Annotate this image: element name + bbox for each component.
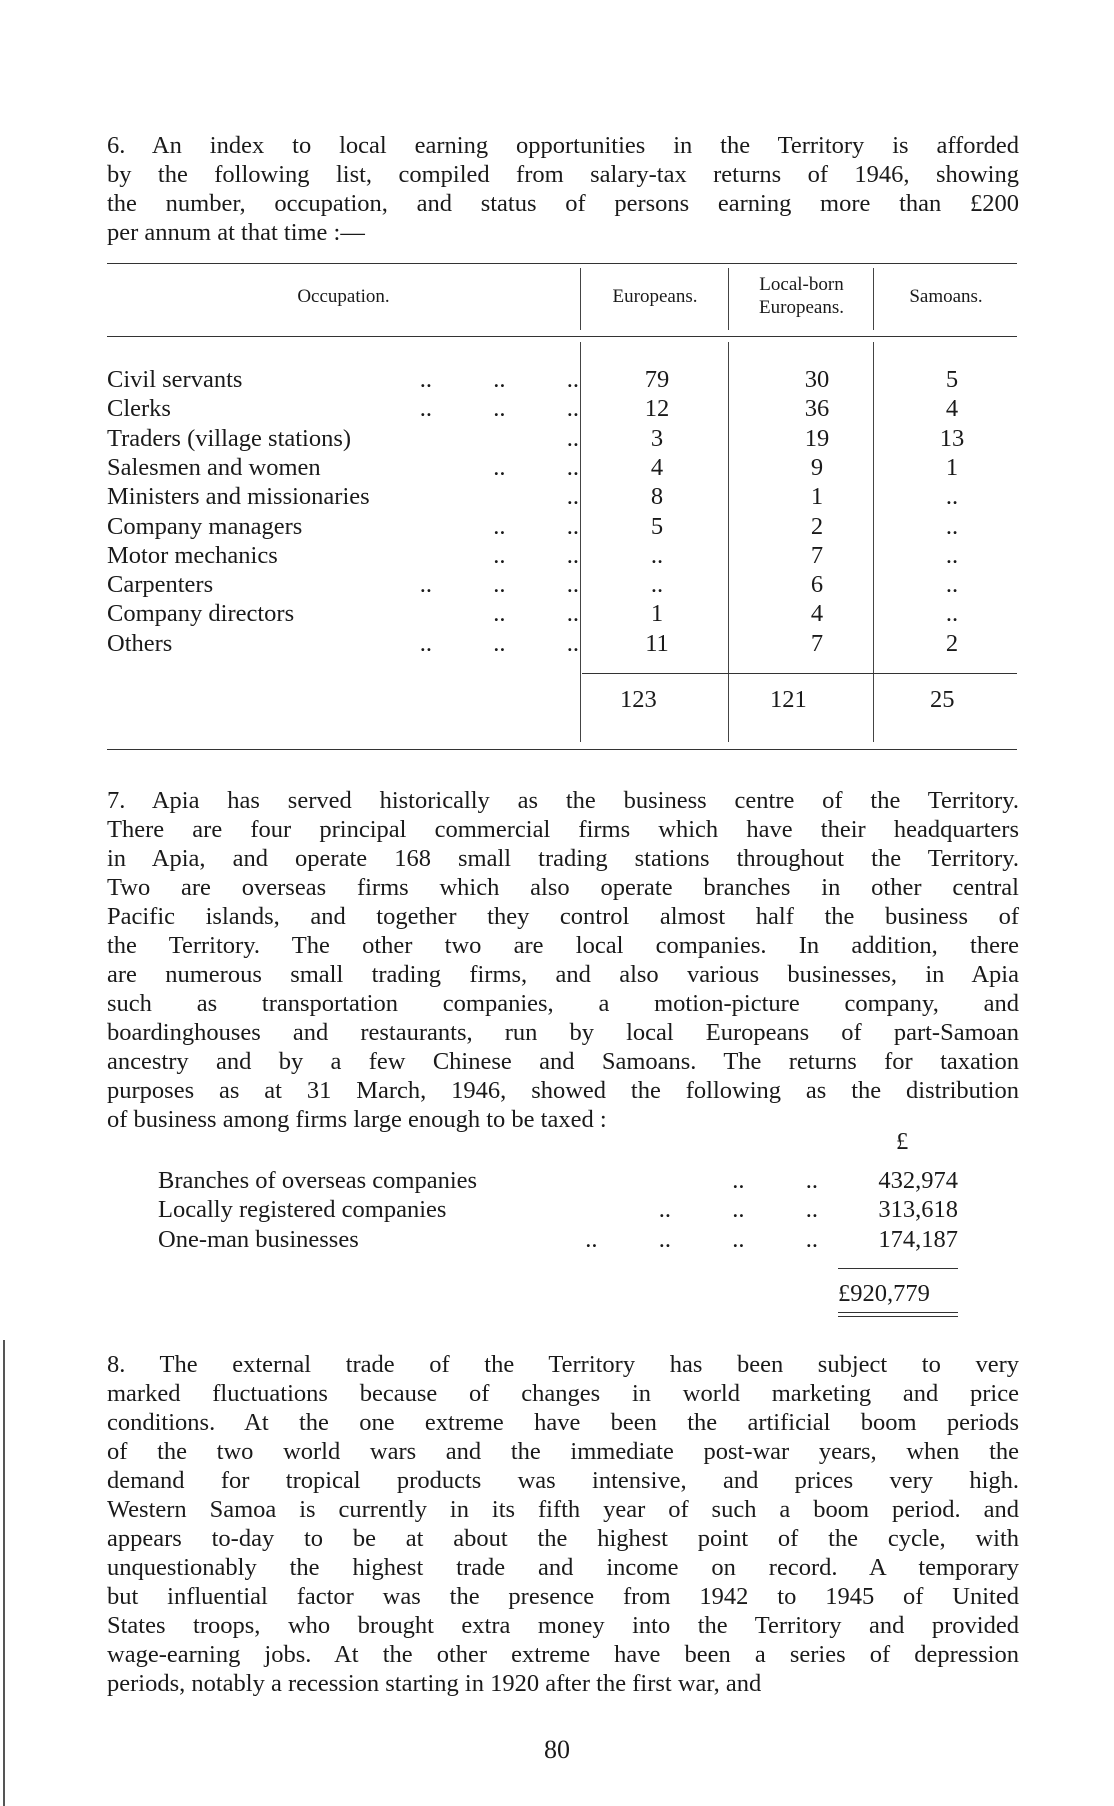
table-row xyxy=(107,541,1017,570)
samoans-cell: 5 xyxy=(945,366,959,393)
samoans-cell: 4 xyxy=(945,395,959,423)
leader-dots: .. .. xyxy=(493,600,579,628)
samoans-cell: .. xyxy=(945,512,959,540)
text-line: Pacific islands, and together they control almost half the business of xyxy=(107,903,1019,930)
paragraph-6 xyxy=(107,131,1019,247)
text-line: of business among firms large enough to be taxed : xyxy=(107,1106,607,1133)
table-bottom-rule xyxy=(107,749,1017,750)
table-row xyxy=(107,394,1017,423)
text-line: conditions. At the one extreme have been the artificial boom periods xyxy=(107,1409,1019,1436)
leader-dots: .. .. .. xyxy=(419,366,579,393)
total-samoans: 25 xyxy=(930,686,955,713)
text-line: such as transportation companies, a motion-picture company, and xyxy=(107,990,1019,1017)
occupation-cell: Clerks xyxy=(107,395,171,423)
text-line: unquestionably the highest trade and income on record. A temporary xyxy=(107,1554,1019,1581)
paragraph-8 xyxy=(107,1350,1019,1698)
europeans-cell: 5 xyxy=(650,512,664,540)
header-samoans: Samoans. xyxy=(909,286,983,307)
text-line: 7. Apia has served historically as the business centre of the Territory. xyxy=(107,787,1019,814)
text-line: There are four principal commercial firms which have their headquarters xyxy=(107,816,1019,843)
occupation-cell: Company directors xyxy=(107,600,295,628)
business-amount: 313,618 xyxy=(878,1196,958,1224)
table-row xyxy=(107,629,1017,658)
column-divider xyxy=(728,268,729,330)
local-born-cell: 1 xyxy=(810,483,824,511)
currency-header: £ xyxy=(896,1128,909,1155)
occupation-cell: Civil servants xyxy=(107,366,243,393)
text-line: marked fluctuations because of changes in world marketing and price xyxy=(107,1380,1019,1407)
europeans-cell: 4 xyxy=(650,453,664,481)
business-row xyxy=(158,1195,958,1224)
text-line: the Territory. The other two are local companies. In addition, there xyxy=(107,932,1019,959)
local-born-cell: 4 xyxy=(810,600,824,628)
table-header-rule xyxy=(107,336,1017,337)
table-row xyxy=(107,453,1017,482)
samoans-cell: .. xyxy=(945,541,959,569)
text-line: per annum at that time :— xyxy=(107,219,365,246)
leader-dots: .. .. xyxy=(493,453,579,481)
text-line: of the two world wars and the immediate post-war years, when the xyxy=(107,1438,1019,1465)
total-double-rule xyxy=(838,1312,958,1313)
local-born-cell: 9 xyxy=(810,453,824,481)
occupation-cell: Company managers xyxy=(107,512,303,540)
local-born-cell: 30 xyxy=(804,366,830,393)
text-line: 6. An index to local earning opportunities in the Territory is afforded xyxy=(107,132,1019,159)
text-line: purposes as at 31 March, 1946, showed the following as the distribution xyxy=(107,1077,1019,1104)
occupation-cell: Traders (village stations) xyxy=(107,424,352,452)
business-label: Locally registered companies xyxy=(158,1196,447,1224)
text-line: wage-earning jobs. At the other extreme have been a series of depression xyxy=(107,1641,1019,1668)
europeans-cell: .. xyxy=(650,571,664,599)
table-row xyxy=(107,570,1017,599)
occupation-cell: Motor mechanics xyxy=(107,541,278,569)
business-row xyxy=(158,1225,958,1254)
business-label: One-man businesses xyxy=(158,1225,359,1253)
text-line: periods, notably a recession starting in 1920 after the first war, and xyxy=(107,1670,762,1697)
occupation-cell: Salesmen and women xyxy=(107,453,321,481)
business-amount: 174,187 xyxy=(878,1225,958,1253)
samoans-cell: 1 xyxy=(945,453,959,481)
text-line: ancestry and by a few Chinese and Samoans. The returns for taxation xyxy=(107,1048,1019,1075)
table-row xyxy=(107,599,1017,628)
europeans-cell: 79 xyxy=(644,366,670,393)
subtotal-rule xyxy=(838,1268,958,1269)
table-row xyxy=(107,512,1017,541)
text-line: States troops, who brought extra money into the Territory and provided xyxy=(107,1612,1019,1639)
local-born-cell: 2 xyxy=(810,512,824,540)
local-born-cell: 19 xyxy=(804,424,830,452)
occupation-cell: Carpenters xyxy=(107,571,214,599)
business-label: Branches of overseas companies xyxy=(158,1167,478,1194)
samoans-cell: .. xyxy=(945,483,959,511)
header-local-born-line2: Europeans. xyxy=(759,297,844,318)
local-born-cell: 36 xyxy=(804,395,830,423)
leader-dots: .. .. xyxy=(493,512,579,540)
header-occupation: Occupation. xyxy=(297,286,390,307)
local-born-cell: 7 xyxy=(810,629,824,657)
text-line: appears to-day to be at about the highest point of the cycle, with xyxy=(107,1525,1019,1552)
business-amount: 432,974 xyxy=(878,1167,958,1194)
header-europeans: Europeans. xyxy=(612,286,698,307)
leader-dots: .. .. .. .. xyxy=(585,1225,818,1253)
business-row xyxy=(158,1166,958,1195)
leader-dots: .. .. xyxy=(493,541,579,569)
samoans-cell: 13 xyxy=(939,424,965,452)
column-divider xyxy=(873,268,874,330)
leader-dots: .. .. .. xyxy=(658,1196,818,1224)
text-line: the number, occupation, and status of persons earning more than £200 xyxy=(107,190,1019,217)
total-double-rule xyxy=(838,1316,958,1317)
local-born-cell: 7 xyxy=(810,541,824,569)
total-local-born: 121 xyxy=(770,686,807,713)
table-row xyxy=(107,482,1017,511)
leader-dots: .. .. .. xyxy=(419,571,579,599)
samoans-cell: .. xyxy=(945,600,959,628)
page-number: 80 xyxy=(544,1735,570,1764)
local-born-cell: 6 xyxy=(810,571,824,599)
text-line: in Apia, and operate 168 small trading stations throughout the Territory. xyxy=(107,845,1019,872)
totals-rule xyxy=(582,673,1017,674)
leader-dots: .. .. xyxy=(732,1167,818,1194)
leader-dots: .. .. .. xyxy=(419,395,579,423)
europeans-cell: 1 xyxy=(650,600,664,628)
header-local-born-line1: Local-born xyxy=(759,274,844,295)
text-line: Two are overseas firms which also operate branches in other central xyxy=(107,874,1019,901)
europeans-cell: .. xyxy=(650,541,664,569)
europeans-cell: 3 xyxy=(650,424,664,452)
business-total: £920,779 xyxy=(838,1280,930,1307)
leader-dots: .. xyxy=(566,424,579,452)
text-line: boardinghouses and restaurants, run by local Europeans of part-Samoan xyxy=(107,1019,1019,1046)
text-line: Western Samoa is currently in its fifth year of such a boom period. and xyxy=(107,1496,1019,1523)
text-line: are numerous small trading firms, and also various businesses, in Apia xyxy=(107,961,1019,988)
table-top-rule xyxy=(107,263,1017,264)
leader-dots: .. xyxy=(566,483,579,511)
text-line: 8. The external trade of the Territory has been subject to very xyxy=(107,1351,1019,1378)
paragraph-7 xyxy=(107,786,1019,1134)
column-divider xyxy=(580,268,581,330)
text-line: by the following list, compiled from salary-tax returns of 1946, showing xyxy=(107,161,1019,188)
samoans-cell: 2 xyxy=(945,629,959,657)
table-row xyxy=(107,424,1017,453)
text-line: but influential factor was the presence from 1942 to 1945 of United xyxy=(107,1583,1019,1610)
europeans-cell: 12 xyxy=(644,395,670,423)
leader-dots: .. .. .. xyxy=(419,629,579,657)
europeans-cell: 8 xyxy=(650,483,664,511)
text-line: demand for tropical products was intensive, and prices very high. xyxy=(107,1467,1019,1494)
occupation-cell: Ministers and missionaries xyxy=(107,483,370,511)
table-row xyxy=(107,365,1017,394)
samoans-cell: .. xyxy=(945,571,959,599)
occupation-cell: Others xyxy=(107,629,173,657)
total-europeans: 123 xyxy=(620,686,657,713)
europeans-cell: 11 xyxy=(645,629,669,657)
